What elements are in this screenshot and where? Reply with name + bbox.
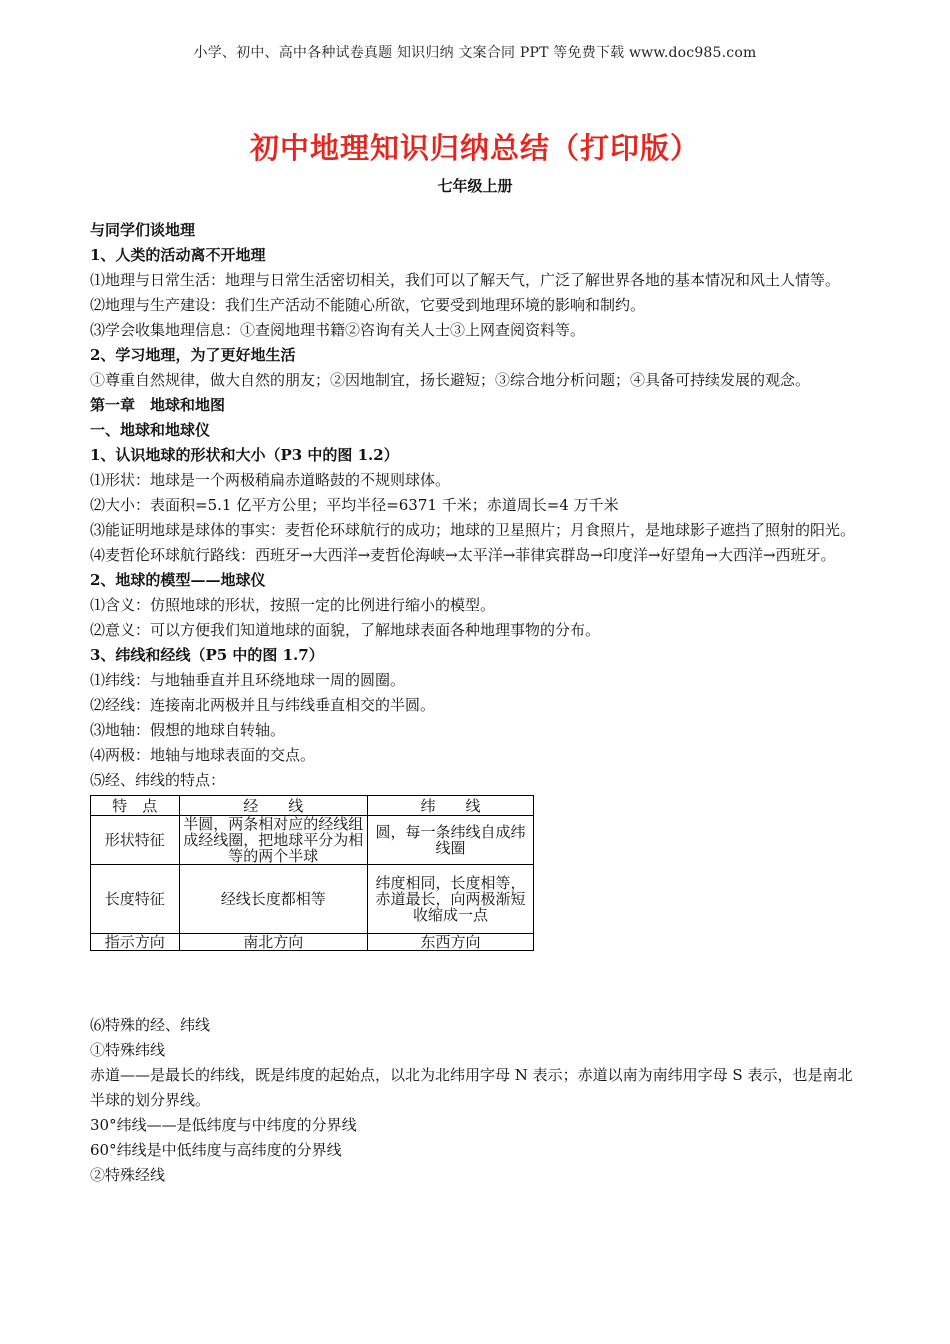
body-bottom-section — [90, 1013, 860, 1188]
table-cell: 经线长度都相等 — [179, 865, 367, 934]
table-cell: 指示方向 — [91, 934, 180, 951]
table-cell: 长度特征 — [91, 865, 180, 934]
document-subtitle: 七年级上册 — [437, 177, 513, 195]
body-line: ⑷两极：地轴与地球表面的交点。 — [90, 746, 316, 764]
table-header-cell: 经 线 — [179, 796, 367, 816]
table-header-cell: 纬 线 — [367, 796, 533, 816]
body-line: ⑶地轴：假想的地球自转轴。 — [90, 721, 286, 739]
table-cell: 形状特征 — [91, 816, 180, 865]
body-line: ⑷麦哲伦环球航行路线：西班牙→大西洋→麦哲伦海峡→太平洋→菲律宾群岛→印度洋→好望角→大西洋→西班牙。 — [90, 546, 836, 564]
table-cell: 半圆，两条相对应的经线组成经线圈，把地球平分为相等的两个半球 — [179, 816, 367, 865]
table-cell: 东西方向 — [367, 934, 533, 951]
body-line: ⑹特殊的经、纬线 — [90, 1016, 211, 1034]
body-line: ⑶能证明地球是球体的事实：麦哲伦环球航行的成功；地球的卫星照片；月食照片，是地球影子遮挡了照射的阳光。 — [90, 521, 856, 539]
section-heading: 与同学们谈地理 — [90, 221, 196, 239]
body-line: ⑵大小：表面积=5.1 亿平方公里；平均半径=6371 千米；赤道周长=4 万千米 — [90, 496, 619, 514]
section-heading: 1、人类的活动离不开地理 — [90, 246, 266, 264]
body-line: ⑵意义：可以方便我们知道地球的面貌，了解地球表面各种地理事物的分布。 — [90, 621, 601, 639]
page-header: 小学、初中、高中各种试卷真题 知识归纳 文案合同 PPT 等免费下载 www.doc985.com — [193, 45, 757, 61]
section-heading: 第一章 地球和地图 — [90, 396, 226, 414]
section-heading: 3、纬线和经线（P5 中的图 1.7） — [90, 646, 324, 664]
section-heading: 2、地球的模型——地球仪 — [90, 571, 266, 589]
table-header-row — [91, 796, 534, 816]
body-line: ①特殊纬线 — [90, 1041, 166, 1059]
body-line: ⑴地理与日常生活：地理与日常生活密切相关，我们可以了解天气，广泛了解世界各地的基本情况和风土人情等。 — [90, 271, 841, 289]
body-line: ①尊重自然规律，做大自然的朋友；②因地制宜，扬长避短；③综合地分析问题；④具备可持续发展的观念。 — [90, 371, 811, 389]
section-heading: 1、认识地球的形状和大小（P3 中的图 1.2） — [90, 446, 399, 464]
body-line: 60°纬线是中低纬度与高纬度的分界线 — [90, 1141, 342, 1159]
body-line: ②特殊经线 — [90, 1166, 166, 1184]
body-line: ⑴含义：仿照地球的形状，按照一定的比例进行缩小的模型。 — [90, 596, 496, 614]
body-top-section — [90, 218, 860, 793]
table-cell: 南北方向 — [179, 934, 367, 951]
table-cell: 圆，每一条纬线自成纬线圈 — [367, 816, 533, 865]
body-line: 赤道——是最长的纬线，既是纬度的起始点，以北为北纬用字母 N 表示；赤道以南为南纬用字母 S 表示，也是南北半球的划分界线。 — [90, 1066, 853, 1109]
document-body — [90, 218, 860, 1188]
body-line: ⑴纬线：与地轴垂直并且环绕地球一周的圆圈。 — [90, 671, 406, 689]
body-line: ⑵经线：连接南北两极并且与纬线垂直相交的半圆。 — [90, 696, 436, 714]
table-header-cell: 特 点 — [91, 796, 180, 816]
body-line: 30°纬线——是低纬度与中纬度的分界线 — [90, 1116, 357, 1134]
table-row — [91, 934, 534, 951]
spacer — [90, 951, 860, 1013]
section-heading: 一、地球和地球仪 — [90, 421, 211, 439]
body-line: ⑴形状：地球是一个两极稍扁赤道略鼓的不规则球体。 — [90, 471, 451, 489]
table-cell: 纬度相同，长度相等，赤道最长，向两极渐短收缩成一点 — [367, 865, 533, 934]
table-row — [91, 816, 534, 865]
body-line: ⑵地理与生产建设：我们生产活动不能随心所欲，它要受到地理环境的影响和制约。 — [90, 296, 646, 314]
meridian-parallel-table — [90, 795, 534, 951]
body-line: ⑶学会收集地理信息：①查阅地理书籍②咨询有关人士③上网查阅资料等。 — [90, 321, 586, 339]
document-title: 初中地理知识归纳总结（打印版） — [249, 131, 700, 165]
section-heading: 2、学习地理，为了更好地生活 — [90, 346, 296, 364]
body-line: ⑸经、纬线的特点： — [90, 771, 226, 789]
table-row — [91, 865, 534, 934]
